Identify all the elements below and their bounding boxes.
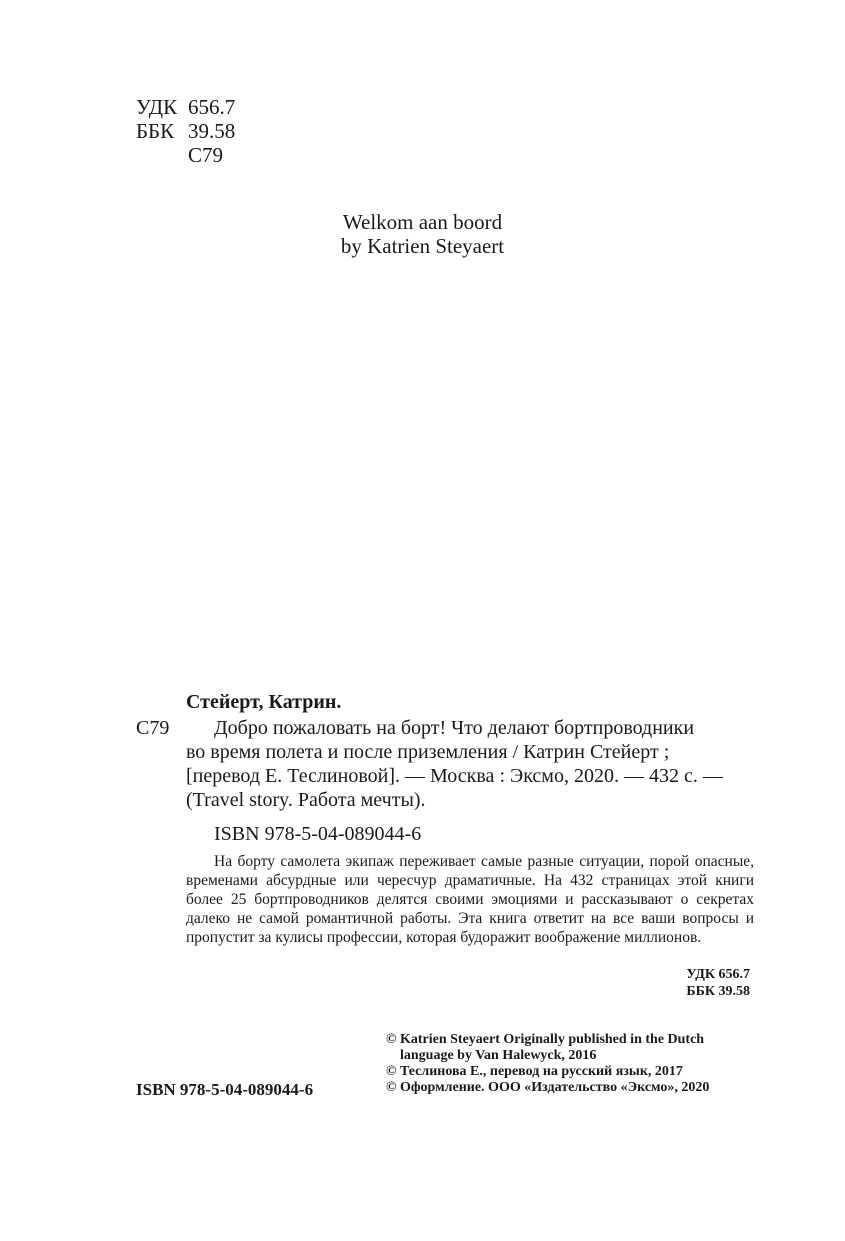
title-line-3: [перевод Е. Теслиновой]. — Москва : Эксмо, 2020. — 432 с. — <box>186 765 723 787</box>
original-title: Welkom aan boord <box>342 210 503 234</box>
bbk-classification <box>136 119 235 143</box>
author-heading: Стейерт, Катрин. <box>186 691 342 713</box>
title-line-4: (Travel story. Работа мечты). <box>186 789 426 811</box>
copyright-block <box>386 1032 766 1096</box>
copyright-original: © Katrien Steyaert Originally published in the Dutch <box>386 1032 705 1047</box>
original-byline: by Katrien Steyaert <box>340 234 505 258</box>
abstract-text: На борту самолета экипаж переживает самые разные ситуации, порой опасные, временами абсурдные или чересчур драматичные. На 432 страницах этой книги более 25 бортпроводников делятся своими эмоциями и рассказывают о секретах далеко не самой романтичной работы. Эта книга ответит на все ваши вопросы и пропустит за кулисы профессии, которая будоражит воображение миллионов. <box>186 853 754 946</box>
isbn-record: ISBN 978-5-04-089044-6 <box>214 823 422 845</box>
bbk-code: ББК 39.58 <box>686 984 750 999</box>
udk-label: УДК <box>136 95 178 119</box>
udk-value: 656.7 <box>188 95 236 119</box>
author-mark-top: С79 <box>188 143 224 167</box>
udk-classification <box>136 95 235 119</box>
udk-code: УДК 656.7 <box>686 967 750 982</box>
title-line-1: Добро пожаловать на борт! Что делают бортпроводники <box>214 717 695 739</box>
title-line-2: во время полета и после приземления / Катрин Стейерт ; <box>186 741 670 763</box>
copyright-design: © Оформление. ООО «Издательство «Эксмо», 2020 <box>386 1080 710 1095</box>
copyright-translation: © Теслинова Е., перевод на русский язык, 2017 <box>386 1064 683 1079</box>
author-mark: С79 <box>136 717 170 739</box>
footer-isbn: ISBN 978-5-04-089044-6 <box>136 1080 314 1099</box>
bbk-label: ББК <box>136 119 175 143</box>
copyright-original-continued: language by Van Halewyck, 2016 <box>400 1048 597 1063</box>
bbk-value: 39.58 <box>188 119 236 143</box>
